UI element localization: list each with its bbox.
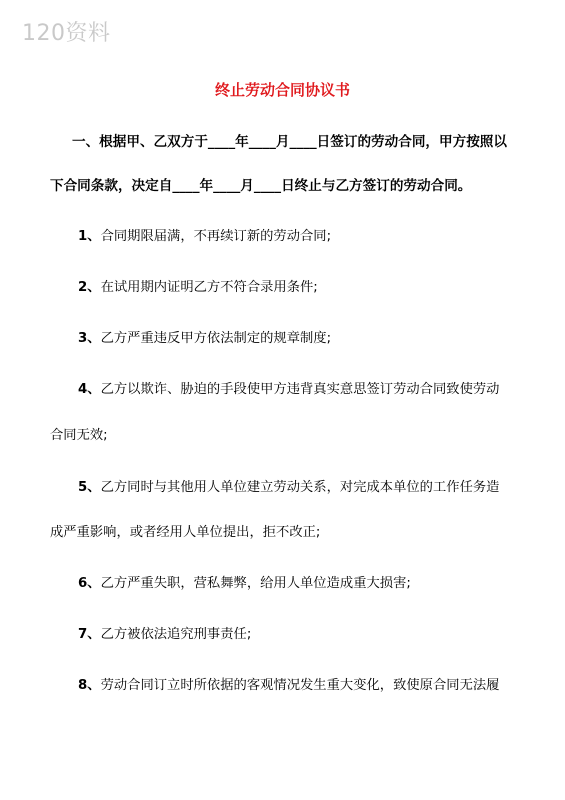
item-number: 8、: [78, 678, 101, 693]
item-number: 5、: [78, 480, 101, 495]
intro-line-1: 一、根据甲、乙双方于____年____月____日签订的劳动合同，甲方按照以: [72, 134, 507, 150]
intro-line-2: 下合同条款，决定自____年____月____日终止与乙方签订的劳动合同。: [50, 178, 472, 194]
list-item-5: [78, 479, 499, 497]
document-title: 终止劳动合同协议书: [214, 81, 350, 99]
list-item-8: [78, 677, 499, 695]
watermark: 120资料: [22, 21, 111, 46]
list-item-4-continuation: 合同无效;: [50, 428, 108, 443]
list-item-5-continuation: 成严重影响，或者经用人单位提出，拒不改正;: [50, 525, 321, 540]
item-number: 3、: [78, 331, 101, 346]
list-item-3: [78, 330, 331, 348]
item-number: 7、: [78, 627, 101, 642]
item-number: 2、: [78, 280, 101, 295]
item-text: 在试用期内证明乙方不符合录用条件;: [100, 280, 318, 295]
list-item-6: [78, 575, 411, 593]
list-item-4: [78, 381, 499, 399]
item-text: 合同期限届满，不再续订新的劳动合同;: [100, 229, 332, 244]
item-text: 乙方以欺诈、胁迫的手段使甲方违背真实意思签订劳动合同致使劳动: [100, 382, 500, 397]
item-number: 1、: [78, 229, 101, 244]
list-item-2: [78, 279, 318, 297]
list-item-1: [78, 228, 331, 246]
item-text: 乙方严重失职，营私舞弊，给用人单位造成重大损害;: [100, 576, 411, 591]
item-text: 劳动合同订立时所依据的客观情况发生重大变化，致使原合同无法履: [100, 678, 500, 693]
list-item-7: [78, 626, 251, 644]
item-number: 6、: [78, 576, 101, 591]
item-number: 4、: [78, 382, 101, 397]
item-text: 乙方严重违反甲方依法制定的规章制度;: [100, 331, 332, 346]
item-text: 乙方被依法追究刑事责任;: [100, 627, 252, 642]
item-text: 乙方同时与其他用人单位建立劳动关系，对完成本单位的工作任务造: [100, 480, 500, 495]
